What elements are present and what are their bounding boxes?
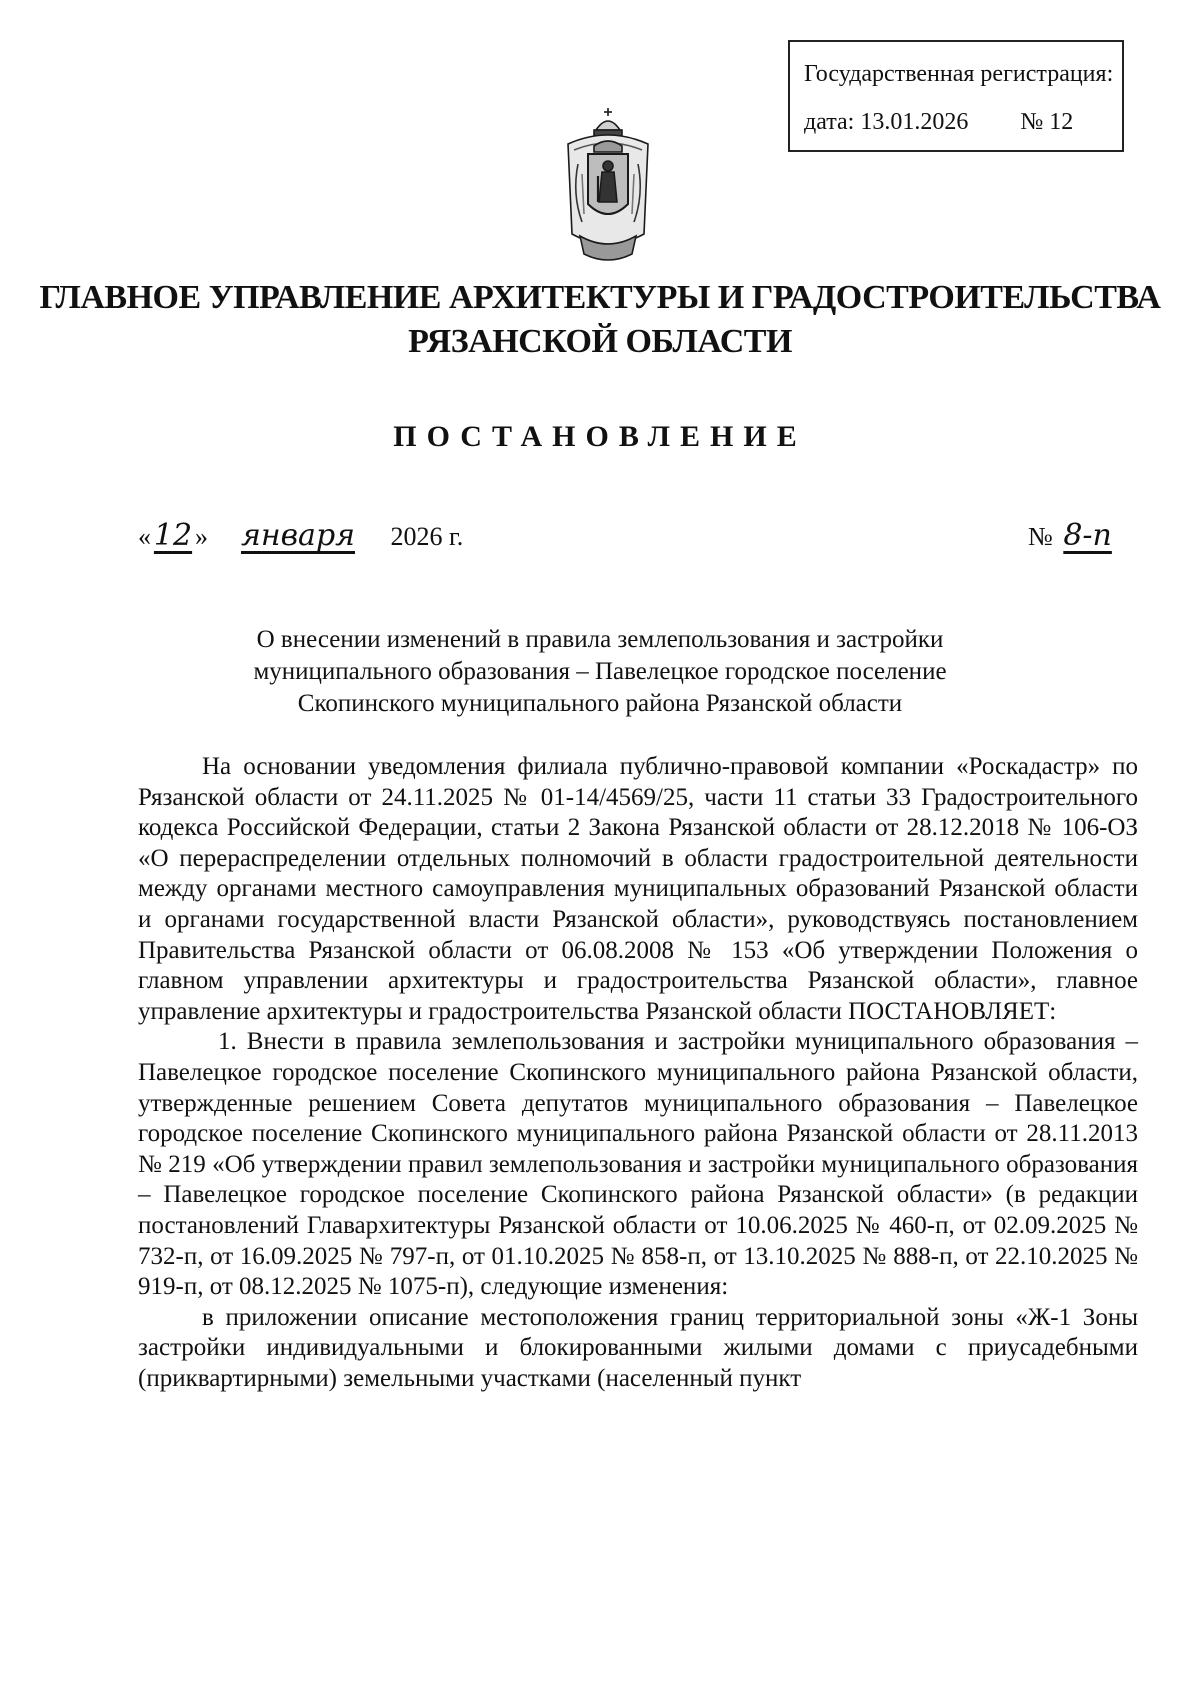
document-number-label: № <box>1028 522 1053 551</box>
item-1-paragraph: 1. Внести в правила землепользования и застройки муниципального образования – Павелецкое городское поселение Скопинского муниципального района Рязанской области, утвержденные решением Совета депутатов муниципального образования – Павелецкое городское поселение Скопинского муниципального района Рязанской области от 28.11.2013 № 219 «Об утверждении правил землепользования и застройки муниципального образования – Павелецкое городское поселение Скопинского района Рязанской области» (в редакции постановлений Главархитектуры Рязанской области от 10.06.2025 № 460-п, от 02.09.2025 № 732-п, от 16.09.2025 № 797-п, от 01.10.2025 № 858-п, от 13.10.2025 № 888-п, от 22.10.2025 № 919-п, от 08.12.2025 № 1075-п), следующие изменения: <box>138 1028 1138 1301</box>
date-open-quote: « <box>138 522 151 551</box>
date-close-quote: » <box>195 522 208 551</box>
registration-heading: Государственная регистрация: <box>804 61 1114 87</box>
state-registration-stamp <box>788 40 1124 152</box>
preamble-paragraph: На основании уведомления филиала публично-правовой компании «Роскадастр» по Рязанской области от 24.11.2025 № 01-14/4569/25, части 11 статьи 33 Градостроительного кодекса Российской Федерации, статьи 2 Закона Рязанской области от 28.12.2018 № 106-ОЗ «О перераспределении отдельных полномочий в области градостроительной деятельности между органами местного самоуправления муниципальных образований Рязанской области и органами государственной власти Рязанской области», руководствуясь постановлением Правительства Рязанской области от 06.08.2008 № 153 «Об утверждении Положения о главном управлении архитектуры и градостроительства Рязанской области», главное управление архитектуры и градостроительства Рязанской области ПОСТАНОВЛЯЕТ: <box>138 753 1138 1025</box>
item-1-detail-paragraph: в приложении описание местоположения границ территориальной зоны «Ж-1 Зоны застройки индивидуальными и блокированными жилыми домами с приусадебными (приквартирными) земельными участками (населенный пункт <box>138 1303 1138 1392</box>
subject-line-2: муниципального образования – Павелецкое городское поселение <box>253 658 947 685</box>
handwritten-document-number: 8-п <box>1063 518 1112 553</box>
subject-line-3: Скопинского муниципального района Рязанской области <box>297 690 903 717</box>
document-number <box>1028 518 1133 553</box>
document-year: 2026 г. <box>390 522 464 551</box>
document-subject <box>0 624 1200 720</box>
registration-details <box>804 98 1122 146</box>
document-body <box>138 752 1138 1394</box>
handwritten-month: января <box>240 518 356 553</box>
handwritten-day: 12 <box>153 518 193 553</box>
organization-title-line-2: РЯЗАНСКОЙ ОБЛАСТИ <box>408 323 792 360</box>
organization-title-line-1: ГЛАВНОЕ УПРАВЛЕНИЕ АРХИТЕКТУРЫ И ГРАДОСТРОИТЕЛЬСТВА <box>39 279 1161 316</box>
organization-title <box>0 276 1200 364</box>
subject-line-1: О внесении изменений в правила землепользования и застройки <box>256 626 944 653</box>
registration-number: № 12 <box>1020 109 1074 135</box>
registration-date: дата: 13.01.2026 <box>804 109 969 135</box>
document-date <box>138 518 463 553</box>
ryazan-coat-of-arms-icon <box>562 104 654 269</box>
document-type-heading: ПОСТАНОВЛЕНИЕ <box>393 420 807 453</box>
